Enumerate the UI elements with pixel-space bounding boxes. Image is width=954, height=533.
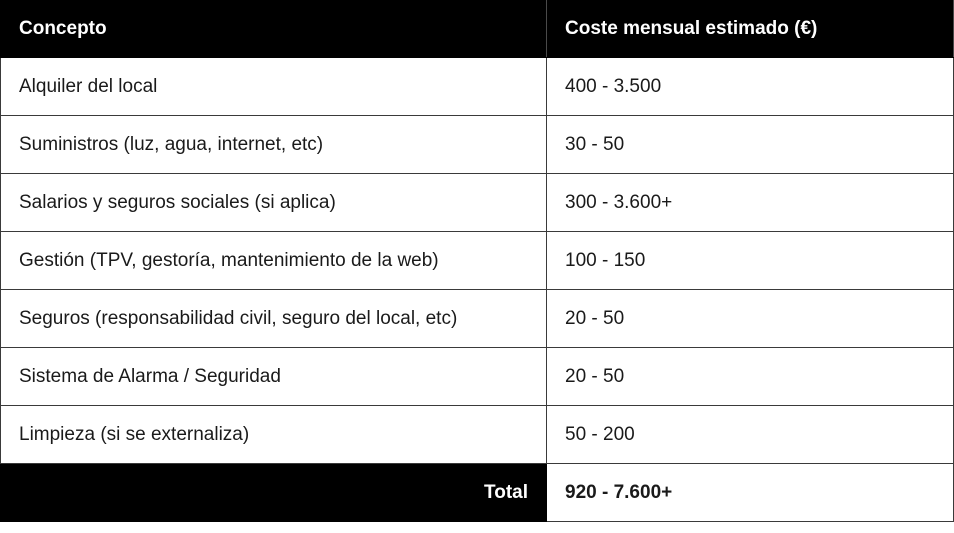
table-row <box>1 290 954 348</box>
header-row <box>1 1 954 58</box>
table-row <box>1 406 954 464</box>
row-cost: 300 - 3.600+ <box>547 174 954 232</box>
row-concept: Gestión (TPV, gestoría, mantenimiento de la web) <box>1 232 547 290</box>
table-row <box>1 174 954 232</box>
row-concept: Alquiler del local <box>1 58 547 116</box>
row-cost: 100 - 150 <box>547 232 954 290</box>
table-row <box>1 58 954 116</box>
row-cost: 400 - 3.500 <box>547 58 954 116</box>
header-cost: Coste mensual estimado (€) <box>547 1 954 58</box>
row-concept: Limpieza (si se externaliza) <box>1 406 547 464</box>
row-concept: Salarios y seguros sociales (si aplica) <box>1 174 547 232</box>
row-concept: Suministros (luz, agua, internet, etc) <box>1 116 547 174</box>
total-value: 920 - 7.600+ <box>547 464 954 522</box>
row-cost: 20 - 50 <box>547 348 954 406</box>
row-concept: Seguros (responsabilidad civil, seguro del local, etc) <box>1 290 547 348</box>
table-row <box>1 116 954 174</box>
total-label: Total <box>1 464 547 522</box>
row-cost: 50 - 200 <box>547 406 954 464</box>
row-cost: 20 - 50 <box>547 290 954 348</box>
row-cost: 30 - 50 <box>547 116 954 174</box>
table-row <box>1 348 954 406</box>
total-row <box>1 464 954 522</box>
row-concept: Sistema de Alarma / Seguridad <box>1 348 547 406</box>
header-concept: Concepto <box>1 1 547 58</box>
table-row <box>1 232 954 290</box>
